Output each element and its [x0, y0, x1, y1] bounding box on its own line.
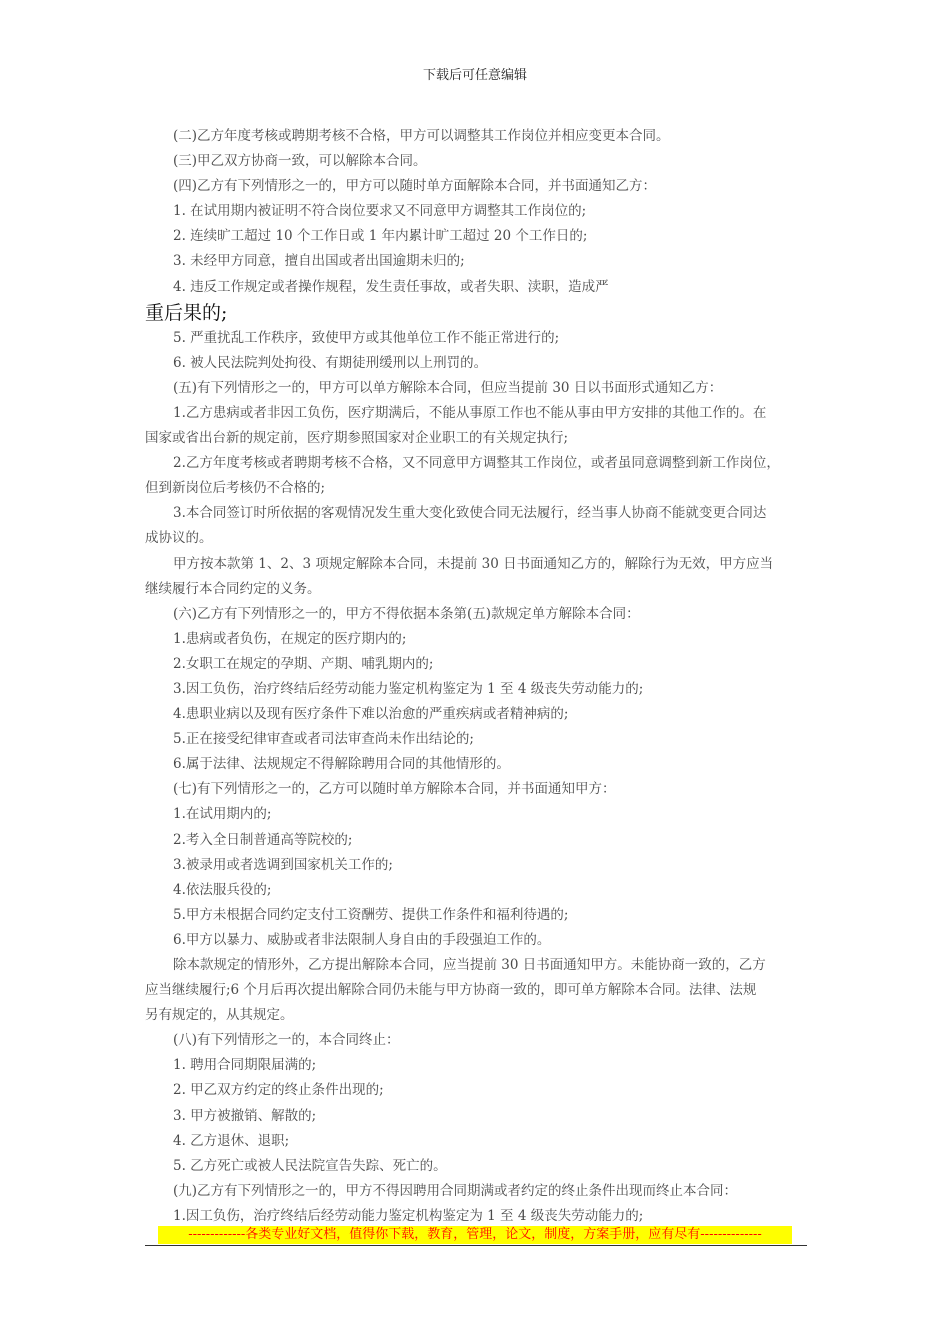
list-item: 6. 被人民法院判处拘役、有期徒刑缓刑以上刑罚的。 — [173, 354, 488, 371]
paragraph: (六)乙方有下列情形之一的，甲方不得依据本条第(五)款规定单方解除本合同： — [173, 605, 640, 622]
list-item: 5.甲方未根据合同约定支付工资酬劳、提供工作条件和福利待遇的; — [173, 906, 569, 923]
page-header: 下载后可任意编辑 — [422, 68, 527, 83]
list-item: 4.患职业病以及现有医疗条件下难以治愈的严重疾病或者精神病的; — [173, 706, 569, 723]
paragraph: 除本款规定的情形外，乙方提出解除本合同，应当提前 30 日书面通知甲方。未能协商一致的，乙方 — [173, 957, 766, 973]
list-item-continuation: 但到新岗位后考核仍不合格的; — [145, 480, 326, 497]
list-item: 6.甲方以暴力、威胁或者非法限制人身自由的手段强迫工作的。 — [173, 931, 551, 948]
paragraph-continuation: 继续履行本合同约定的义务。 — [145, 580, 321, 597]
paragraph: (七)有下列情形之一的，乙方可以随时单方解除本合同，并书面通知甲方： — [173, 781, 616, 798]
list-item: 1. 在试用期内被证明不符合岗位要求又不同意甲方调整其工作岗位的; — [173, 203, 587, 220]
document-body — [145, 124, 815, 1229]
list-item: 5.正在接受纪律审查或者司法审查尚未作出结论的; — [173, 731, 474, 748]
paragraph-continuation: 另有规定的，从其规定。 — [145, 1007, 294, 1024]
list-item: 3. 未经甲方同意，擅自出国或者出国逾期未归的; — [173, 253, 465, 270]
paragraph: (二)乙方年度考核或聘期考核不合格，甲方可以调整其工作岗位并相应变更本合同。 — [173, 128, 670, 144]
paragraph: 甲方按本款第 1、2、3 项规定解除本合同，未提前 30 日书面通知乙方的，解除行为无效，甲方应当 — [173, 555, 774, 572]
list-item: 2. 连续旷工超过 10 个工作日或 1 年内累计旷工超过 20 个工作日的; — [173, 228, 588, 245]
footer-divider — [145, 1245, 807, 1246]
paragraph: (八)有下列情形之一的，本合同终止： — [173, 1032, 400, 1049]
list-item: 6.属于法律、法规规定不得解除聘用合同的其他情形的。 — [173, 756, 510, 773]
list-item: 4.依法服兵役的; — [173, 881, 272, 898]
list-item: 2. 甲乙双方约定的终止条件出现的; — [173, 1082, 384, 1099]
list-item-continuation: 国家或省出台新的规定前，医疗期参照国家对企业职工的有关规定执行; — [145, 430, 569, 447]
paragraph: (三)甲乙双方协商一致，可以解除本合同。 — [173, 153, 427, 170]
list-item: 5. 乙方死亡或被人民法院宣告失踪、死亡的。 — [173, 1157, 447, 1174]
list-item: 2.女职工在规定的孕期、产期、哺乳期内的; — [173, 655, 434, 672]
list-item: 1.在试用期内的; — [173, 806, 272, 823]
list-item-continuation: 重后果的; — [145, 301, 228, 324]
list-item: 1.患病或者负伤，在规定的医疗期内的; — [173, 630, 407, 647]
list-item: 1.乙方患病或者非因工负伤，医疗期满后，不能从事原工作也不能从事由甲方安排的其他工作的。在 — [173, 404, 767, 421]
list-item: 3.本合同签订时所依据的客观情况发生重大变化致使合同无法履行，经当事人协商不能就变更合同达 — [173, 505, 767, 522]
list-item: 5. 严重扰乱工作秩序，致使甲方或其他单位工作不能正常进行的; — [173, 329, 560, 346]
paragraph: (五)有下列情形之一的，甲方可以单方解除本合同，但应当提前 30 日以书面形式通知乙方： — [173, 379, 723, 396]
list-item-continuation: 成协议的。 — [145, 530, 213, 547]
paragraph: (九)乙方有下列情形之一的，甲方不得因聘用合同期满或者约定的终止条件出现而终止本合同： — [173, 1182, 738, 1199]
paragraph-continuation: 应当继续履行;6 个月后再次提出解除合同仍未能与甲方协商一致的，即可单方解除本合同。法律、法规 — [145, 982, 757, 999]
list-item: 1.因工负伤，治疗终结后经劳动能力鉴定机构鉴定为 1 至 4 级丧失劳动能力的; — [173, 1207, 644, 1224]
list-item: 3. 甲方被撤销、解散的; — [173, 1107, 317, 1124]
list-item: 2.考入全日制普通高等院校的; — [173, 831, 353, 848]
footer-banner: -------------各类专业好文档，值得你下载，教育，管理，论文，制度，方案手册，应有尽有-------------- — [158, 1226, 792, 1244]
list-item: 3.因工负伤，治疗终结后经劳动能力鉴定机构鉴定为 1 至 4 级丧失劳动能力的; — [173, 680, 644, 697]
list-item: 2.乙方年度考核或者聘期考核不合格，又不同意甲方调整其工作岗位，或者虽同意调整到新工作岗位， — [173, 455, 780, 472]
list-item: 3.被录用或者选调到国家机关工作的; — [173, 856, 393, 873]
list-item: 4. 乙方退休、退职; — [173, 1132, 290, 1149]
paragraph: (四)乙方有下列情形之一的，甲方可以随时单方面解除本合同，并书面通知乙方： — [173, 178, 657, 195]
list-item: 4. 违反工作规定或者操作规程，发生责任事故，或者失职、渎职，造成严 — [173, 278, 609, 295]
list-item: 1. 聘用合同期限届满的; — [173, 1057, 317, 1074]
